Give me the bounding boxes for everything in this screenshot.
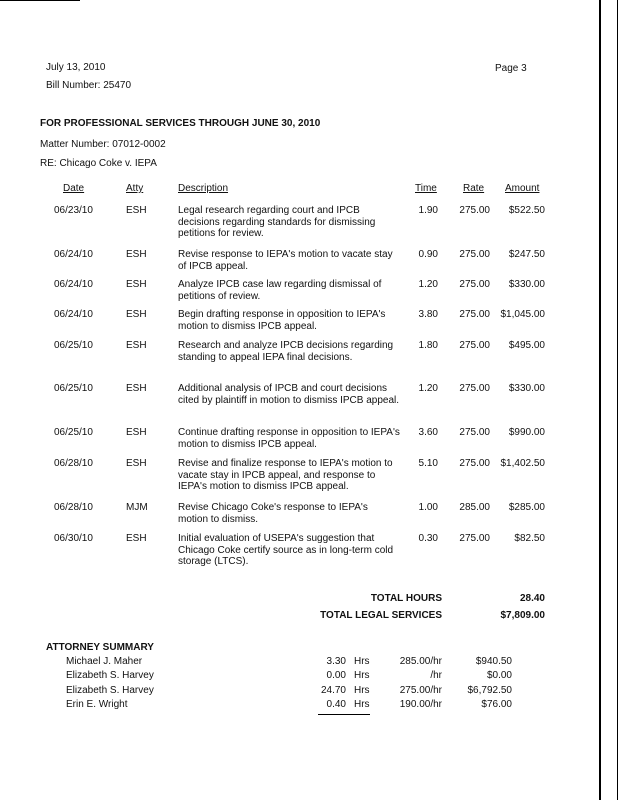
summary-amount: $76.00 bbox=[481, 699, 512, 710]
hours-total-rule bbox=[318, 714, 370, 715]
entry-rate: 275.00 bbox=[459, 249, 490, 260]
entry-description: Revise response to IEPA's motion to vacate stay of IPCB appeal. bbox=[178, 249, 393, 272]
entry-date: 06/25/10 bbox=[54, 340, 93, 351]
bill-number-line bbox=[46, 80, 131, 91]
page-number: Page 3 bbox=[495, 63, 527, 74]
entry-amount: $330.00 bbox=[508, 383, 545, 394]
entry-description: Additional analysis of IPCB and court decisions cited by plaintiff in motion to dismiss IPCB appeal. bbox=[178, 383, 400, 406]
entry-rate: 275.00 bbox=[459, 458, 490, 469]
entry-date: 06/28/10 bbox=[54, 458, 93, 469]
summary-unit: Hrs bbox=[354, 685, 370, 696]
bill-date: July 13, 2010 bbox=[46, 62, 106, 73]
entry-time: 1.90 bbox=[418, 205, 438, 216]
entry-amount: $330.00 bbox=[508, 279, 545, 290]
col-rate: Rate bbox=[463, 183, 485, 194]
entry-rate: 285.00 bbox=[459, 502, 490, 513]
entry-amount: $522.50 bbox=[508, 205, 545, 216]
entry-rate: 275.00 bbox=[459, 383, 490, 394]
summary-rate: 190.00/hr bbox=[399, 699, 442, 710]
col-time: Time bbox=[415, 183, 437, 194]
entry-description: Analyze IPCB case law regarding dismissal of petitions of review. bbox=[178, 279, 382, 302]
total-services-label: TOTAL LEGAL SERVICES bbox=[320, 610, 442, 621]
summary-hours: 0.00 bbox=[326, 670, 346, 681]
scan-edge-right-outer bbox=[617, 0, 618, 800]
entry-time: 1.00 bbox=[418, 502, 438, 513]
matter-number: 07012-0002 bbox=[112, 139, 166, 150]
total-services-value: $7,809.00 bbox=[500, 610, 545, 621]
entry-amount: $82.50 bbox=[514, 533, 545, 544]
entry-amount: $285.00 bbox=[508, 502, 545, 513]
entry-date: 06/25/10 bbox=[54, 383, 93, 394]
summary-name: Elizabeth S. Harvey bbox=[66, 685, 154, 696]
entry-time: 5.10 bbox=[418, 458, 438, 469]
summary-unit: Hrs bbox=[354, 656, 370, 667]
entry-atty: ESH bbox=[126, 533, 147, 544]
entry-date: 06/24/10 bbox=[54, 309, 93, 320]
entry-atty: ESH bbox=[126, 383, 147, 394]
summary-unit: Hrs bbox=[354, 670, 370, 681]
entry-date: 06/30/10 bbox=[54, 533, 93, 544]
entry-time: 3.60 bbox=[418, 427, 438, 438]
entry-date: 06/24/10 bbox=[54, 279, 93, 290]
entry-date: 06/23/10 bbox=[54, 205, 93, 216]
entry-amount: $1,045.00 bbox=[500, 309, 545, 320]
summary-amount: $0.00 bbox=[486, 670, 512, 681]
entry-description: Revise Chicago Coke's response to IEPA's motion to dismiss. bbox=[178, 502, 368, 525]
entry-amount: $990.00 bbox=[508, 427, 545, 438]
entry-atty: MJM bbox=[126, 502, 148, 513]
summary-name: Michael J. Maher bbox=[66, 656, 143, 667]
scan-edge-top bbox=[0, 0, 80, 1]
matter-label: Matter Number: bbox=[40, 139, 110, 150]
summary-rate: /hr bbox=[430, 670, 442, 681]
summary-rate: 285.00/hr bbox=[399, 656, 442, 667]
entry-time: 0.90 bbox=[418, 249, 438, 260]
entry-atty: ESH bbox=[126, 279, 147, 290]
entry-atty: ESH bbox=[126, 458, 147, 469]
entry-description: Begin drafting response in opposition to IEPA's motion to dismiss IPCB appeal. bbox=[178, 309, 386, 332]
entry-time: 1.80 bbox=[418, 340, 438, 351]
col-amount: Amount bbox=[505, 183, 540, 194]
entry-time: 1.20 bbox=[418, 383, 438, 394]
entry-date: 06/28/10 bbox=[54, 502, 93, 513]
entry-time: 3.80 bbox=[418, 309, 438, 320]
summary-hours: 3.30 bbox=[326, 656, 346, 667]
summary-amount: $940.50 bbox=[475, 656, 512, 667]
bill-number: 25470 bbox=[103, 80, 132, 91]
summary-name: Erin E. Wright bbox=[66, 699, 128, 710]
col-date: Date bbox=[63, 183, 85, 194]
section-title: FOR PROFESSIONAL SERVICES THROUGH JUNE 30, 2010 bbox=[40, 118, 321, 129]
entry-atty: ESH bbox=[126, 340, 147, 351]
summary-amount: $6,792.50 bbox=[467, 685, 512, 696]
col-description: Description bbox=[178, 183, 229, 194]
entry-amount: $495.00 bbox=[508, 340, 545, 351]
total-hours-value: 28.40 bbox=[519, 593, 545, 604]
re-line: RE: Chicago Coke v. IEPA bbox=[40, 158, 157, 169]
entry-description: Legal research regarding court and IPCB decisions regarding standards for dismissing petitions for review. bbox=[178, 205, 376, 239]
col-atty: Atty bbox=[126, 183, 144, 194]
entry-amount: $1,402.50 bbox=[500, 458, 545, 469]
entry-date: 06/24/10 bbox=[54, 249, 93, 260]
entry-description: Research and analyze IPCB decisions regarding standing to appeal IEPA final decisions. bbox=[178, 340, 394, 363]
entry-time: 0.30 bbox=[418, 533, 438, 544]
summary-hours: 24.70 bbox=[320, 685, 346, 696]
summary-rate: 275.00/hr bbox=[399, 685, 442, 696]
entry-atty: ESH bbox=[126, 427, 147, 438]
entry-description: Continue drafting response in opposition to IEPA's motion to dismiss IPCB appeal. bbox=[178, 427, 400, 450]
entry-atty: ESH bbox=[126, 205, 147, 216]
entry-rate: 275.00 bbox=[459, 309, 490, 320]
summary-name: Elizabeth S. Harvey bbox=[66, 670, 154, 681]
entry-rate: 275.00 bbox=[459, 340, 490, 351]
entry-rate: 275.00 bbox=[459, 533, 490, 544]
total-hours-label: TOTAL HOURS bbox=[370, 593, 442, 604]
entry-rate: 275.00 bbox=[459, 279, 490, 290]
attorney-summary-title: ATTORNEY SUMMARY bbox=[46, 642, 154, 653]
entry-description: Initial evaluation of USEPA's suggestion that Chicago Coke certify source as in long-term cold storage (LTCS). bbox=[178, 533, 394, 567]
entry-rate: 275.00 bbox=[459, 427, 490, 438]
scan-edge-right bbox=[599, 0, 601, 800]
entry-description: Revise and finalize response to IEPA's motion to vacate stay in IPCB appeal, and response to IEPA's motion to dismiss IPCB appeal. bbox=[178, 458, 393, 492]
entry-amount: $247.50 bbox=[508, 249, 545, 260]
bill-number-label: Bill Number: bbox=[46, 80, 101, 91]
entry-date: 06/25/10 bbox=[54, 427, 93, 438]
entry-atty: ESH bbox=[126, 249, 147, 260]
entry-rate: 275.00 bbox=[459, 205, 490, 216]
summary-hours: 0.40 bbox=[326, 699, 346, 710]
matter-line bbox=[40, 139, 166, 150]
entry-atty: ESH bbox=[126, 309, 147, 320]
entry-time: 1.20 bbox=[418, 279, 438, 290]
summary-unit: Hrs bbox=[354, 699, 370, 710]
